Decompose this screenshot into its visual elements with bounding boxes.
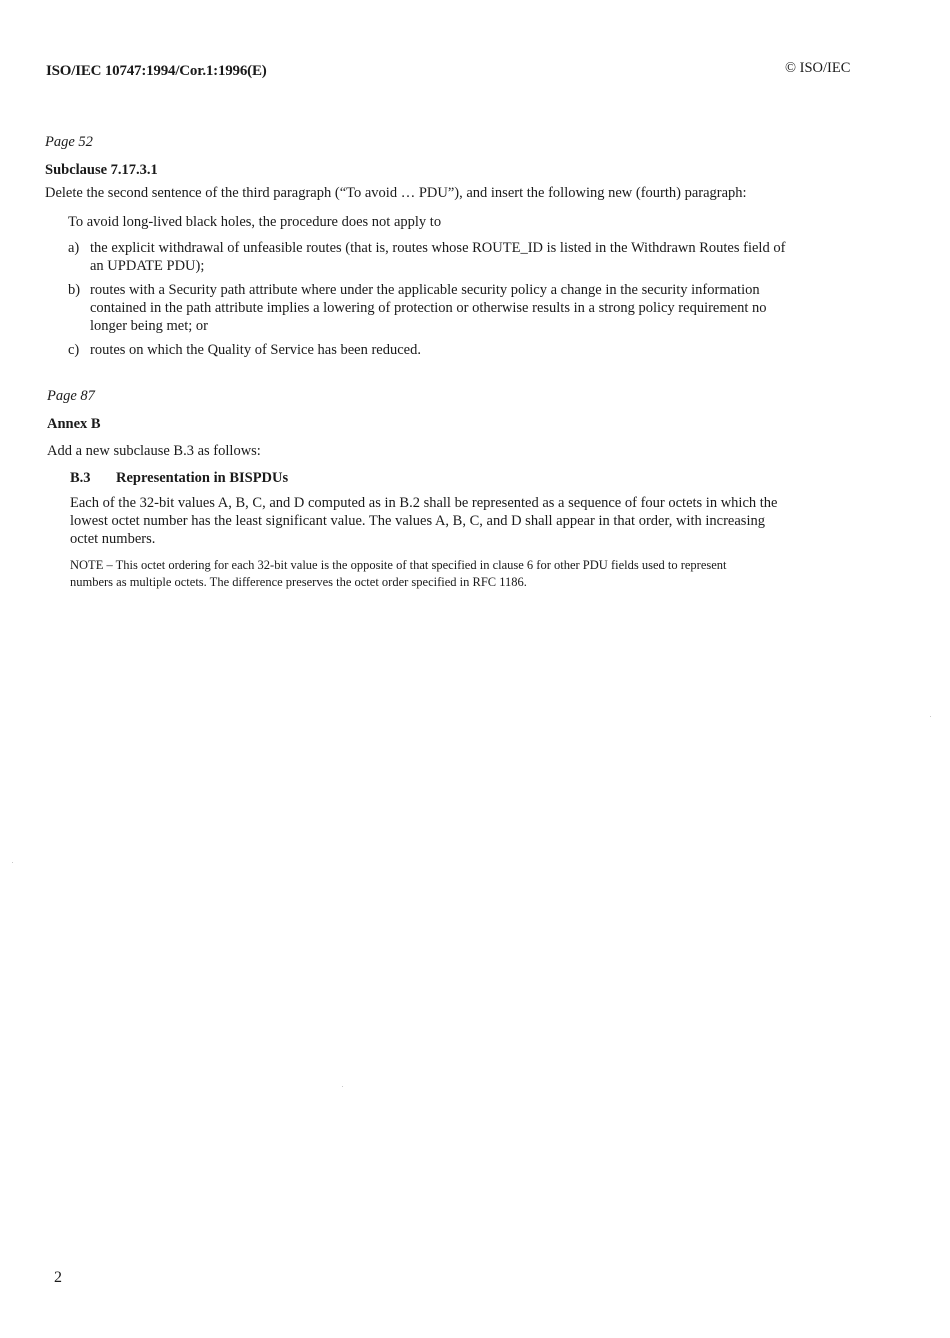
paragraph-line: octet numbers. [70,531,156,547]
subclause-b3-heading [70,470,288,487]
scan-speck [12,862,13,863]
page-ref-52: Page 52 [45,134,93,150]
paragraph-line: lowest octet number has the least significant value. The values A, B, C, and D shall appear in that order, with increasing [70,513,765,529]
scan-speck [342,1086,343,1087]
list-text-line: the explicit withdrawal of unfeasible routes (that is, routes whose ROUTE_ID is listed in the Withdrawn Routes field of [90,240,786,256]
list-marker: c) [68,342,80,358]
paragraph-line: Each of the 32-bit values A, B, C, and D computed as in B.2 shall be represented as a sequence of four octets in which the [70,495,778,511]
note-line: NOTE – This octet ordering for each 32-bit value is the opposite of that specified in clause 6 for other PDU fields used to represent [70,558,727,572]
list-text-line: routes on which the Quality of Service has been reduced. [90,342,421,358]
document-id-header: ISO/IEC 10747:1994/Cor.1:1996(E) [46,63,267,79]
list-marker: b) [68,282,81,298]
page-ref-87: Page 87 [47,388,95,404]
list-text-line: longer being met; or [90,318,208,334]
page-number: 2 [54,1269,62,1286]
list-text-line: contained in the path attribute implies a lowering of protection or otherwise results in a strong policy requirement no [90,300,767,316]
section2-instruction: Add a new subclause B.3 as follows: [47,443,261,459]
list-text-line: routes with a Security path attribute where under the applicable security policy a change in the security information [90,282,760,298]
copyright-header: © ISO/IEC [785,60,851,76]
section1-instruction: Delete the second sentence of the third paragraph (“To avoid … PDU”), and insert the following new (fourth) paragraph: [45,185,747,201]
list-marker: a) [68,240,80,256]
b3-paragraph [70,494,777,548]
subclause-title: Representation in BISPDUs [116,470,289,486]
subclause-number: B.3 [70,470,91,486]
section1-intro: To avoid long-lived black holes, the procedure does not apply to [68,214,442,230]
list-text-line: an UPDATE PDU); [90,258,205,274]
subclause-heading: Subclause 7.17.3.1 [45,162,158,178]
scan-speck [930,716,931,717]
note-block [70,557,727,591]
annex-heading: Annex B [47,416,101,432]
note-line: numbers as multiple octets. The difference preserves the octet order specified in RFC 1186. [70,575,527,589]
